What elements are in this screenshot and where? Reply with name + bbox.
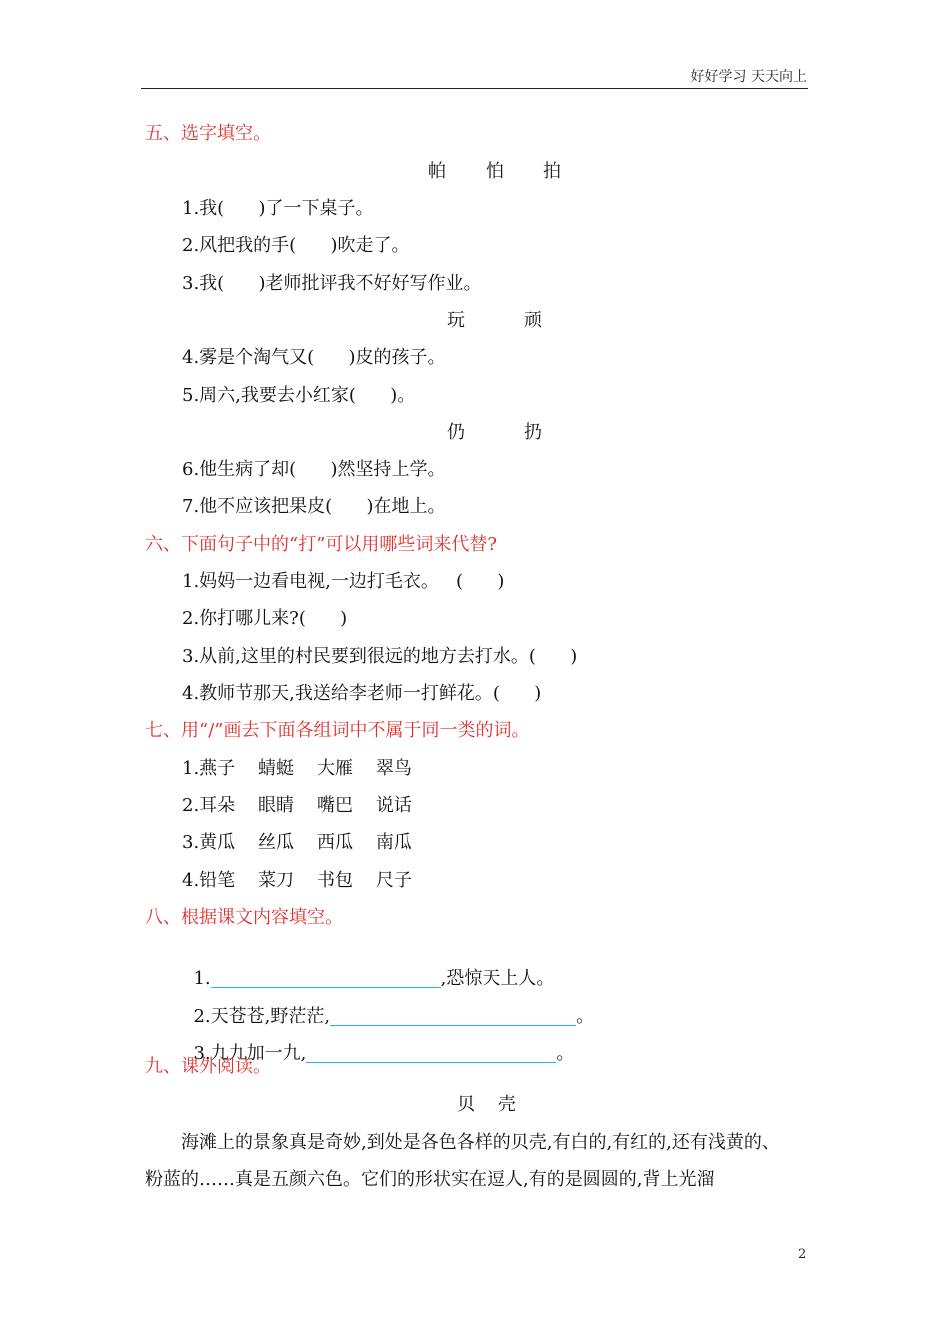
blank-suffix: ,恐惊天上人。 [440,968,555,989]
choice-char: 拍 [543,161,561,182]
question-item: 2.你打哪儿来?( ) [182,608,348,629]
question-item: 4.教师节那天,我送给李老师一打鲜花。( ) [182,683,542,704]
question-item: 7.他不应该把果皮( )在地上。 [182,496,446,517]
choice-char: 玩 [447,310,465,331]
section-7-title: 七、用“/”画去下面各组词中不属于同一类的词。 [145,720,530,741]
section-9-title: 九、课外阅读。 [145,1056,271,1077]
page-number: 2 [798,1247,807,1262]
header-motto: 好好学习 天天向上 [690,69,807,85]
question-item: 6.他生病了却( )然坚持上学。 [182,459,446,480]
choice-char: 仍 [447,422,465,443]
blank-prefix: 1. [193,968,211,989]
word-group: 2.耳朵 眼睛 嘴巴 说话 [182,795,412,816]
choice-char: 怕 [486,161,504,182]
choice-char: 扔 [524,422,542,443]
choice-char: 帕 [428,161,446,182]
question-item: 1.我( )了一下桌子。 [182,198,374,219]
header-rule [141,88,808,89]
question-item: 4.雾是个淘气又( )皮的孩子。 [182,347,446,368]
question-item: 3.从前,这里的村民要到很远的地方去打水。( ) [182,646,578,667]
answer-blank[interactable] [306,1044,556,1063]
reading-title: 贝 壳 [457,1094,516,1115]
blank-suffix: 。 [576,1006,595,1027]
word-group: 3.黄瓜 丝瓜 西瓜 南瓜 [182,832,412,853]
section-6-title: 六、下面句子中的“打”可以用哪些词来代替? [145,534,498,555]
word-group: 4.铅笔 菜刀 书包 尺子 [182,870,412,891]
blank-prefix: 2.天苍苍,野茫茫, [193,1006,331,1027]
section-8-title: 八、根据课文内容填空。 [145,907,343,928]
question-item: 5.周六,我要去小红家( )。 [182,385,416,406]
word-group: 1.燕子 蜻蜓 大雁 翠鸟 [182,758,412,779]
question-item: 2.风把我的手( )吹走了。 [182,235,410,256]
section-5-title: 五、选字填空。 [145,123,271,144]
blank-prefix: 3.九九加一九, [193,1043,307,1064]
reading-paragraph: 海滩上的景象真是奇妙,到处是各色各样的贝壳,有白的,有红的,还有浅黄的、粉蓝的……真是五颜六色。它们的形状实在逗人,有的是圆圆的,背上光溜 [145,1132,780,1190]
question-item: 1.妈妈一边看电视,一边打毛衣。 ( ) [182,571,505,592]
choice-char: 顽 [524,310,542,331]
blank-suffix: 。 [556,1043,575,1064]
question-item: 3.我( )老师批评我不好好写作业。 [182,273,482,294]
